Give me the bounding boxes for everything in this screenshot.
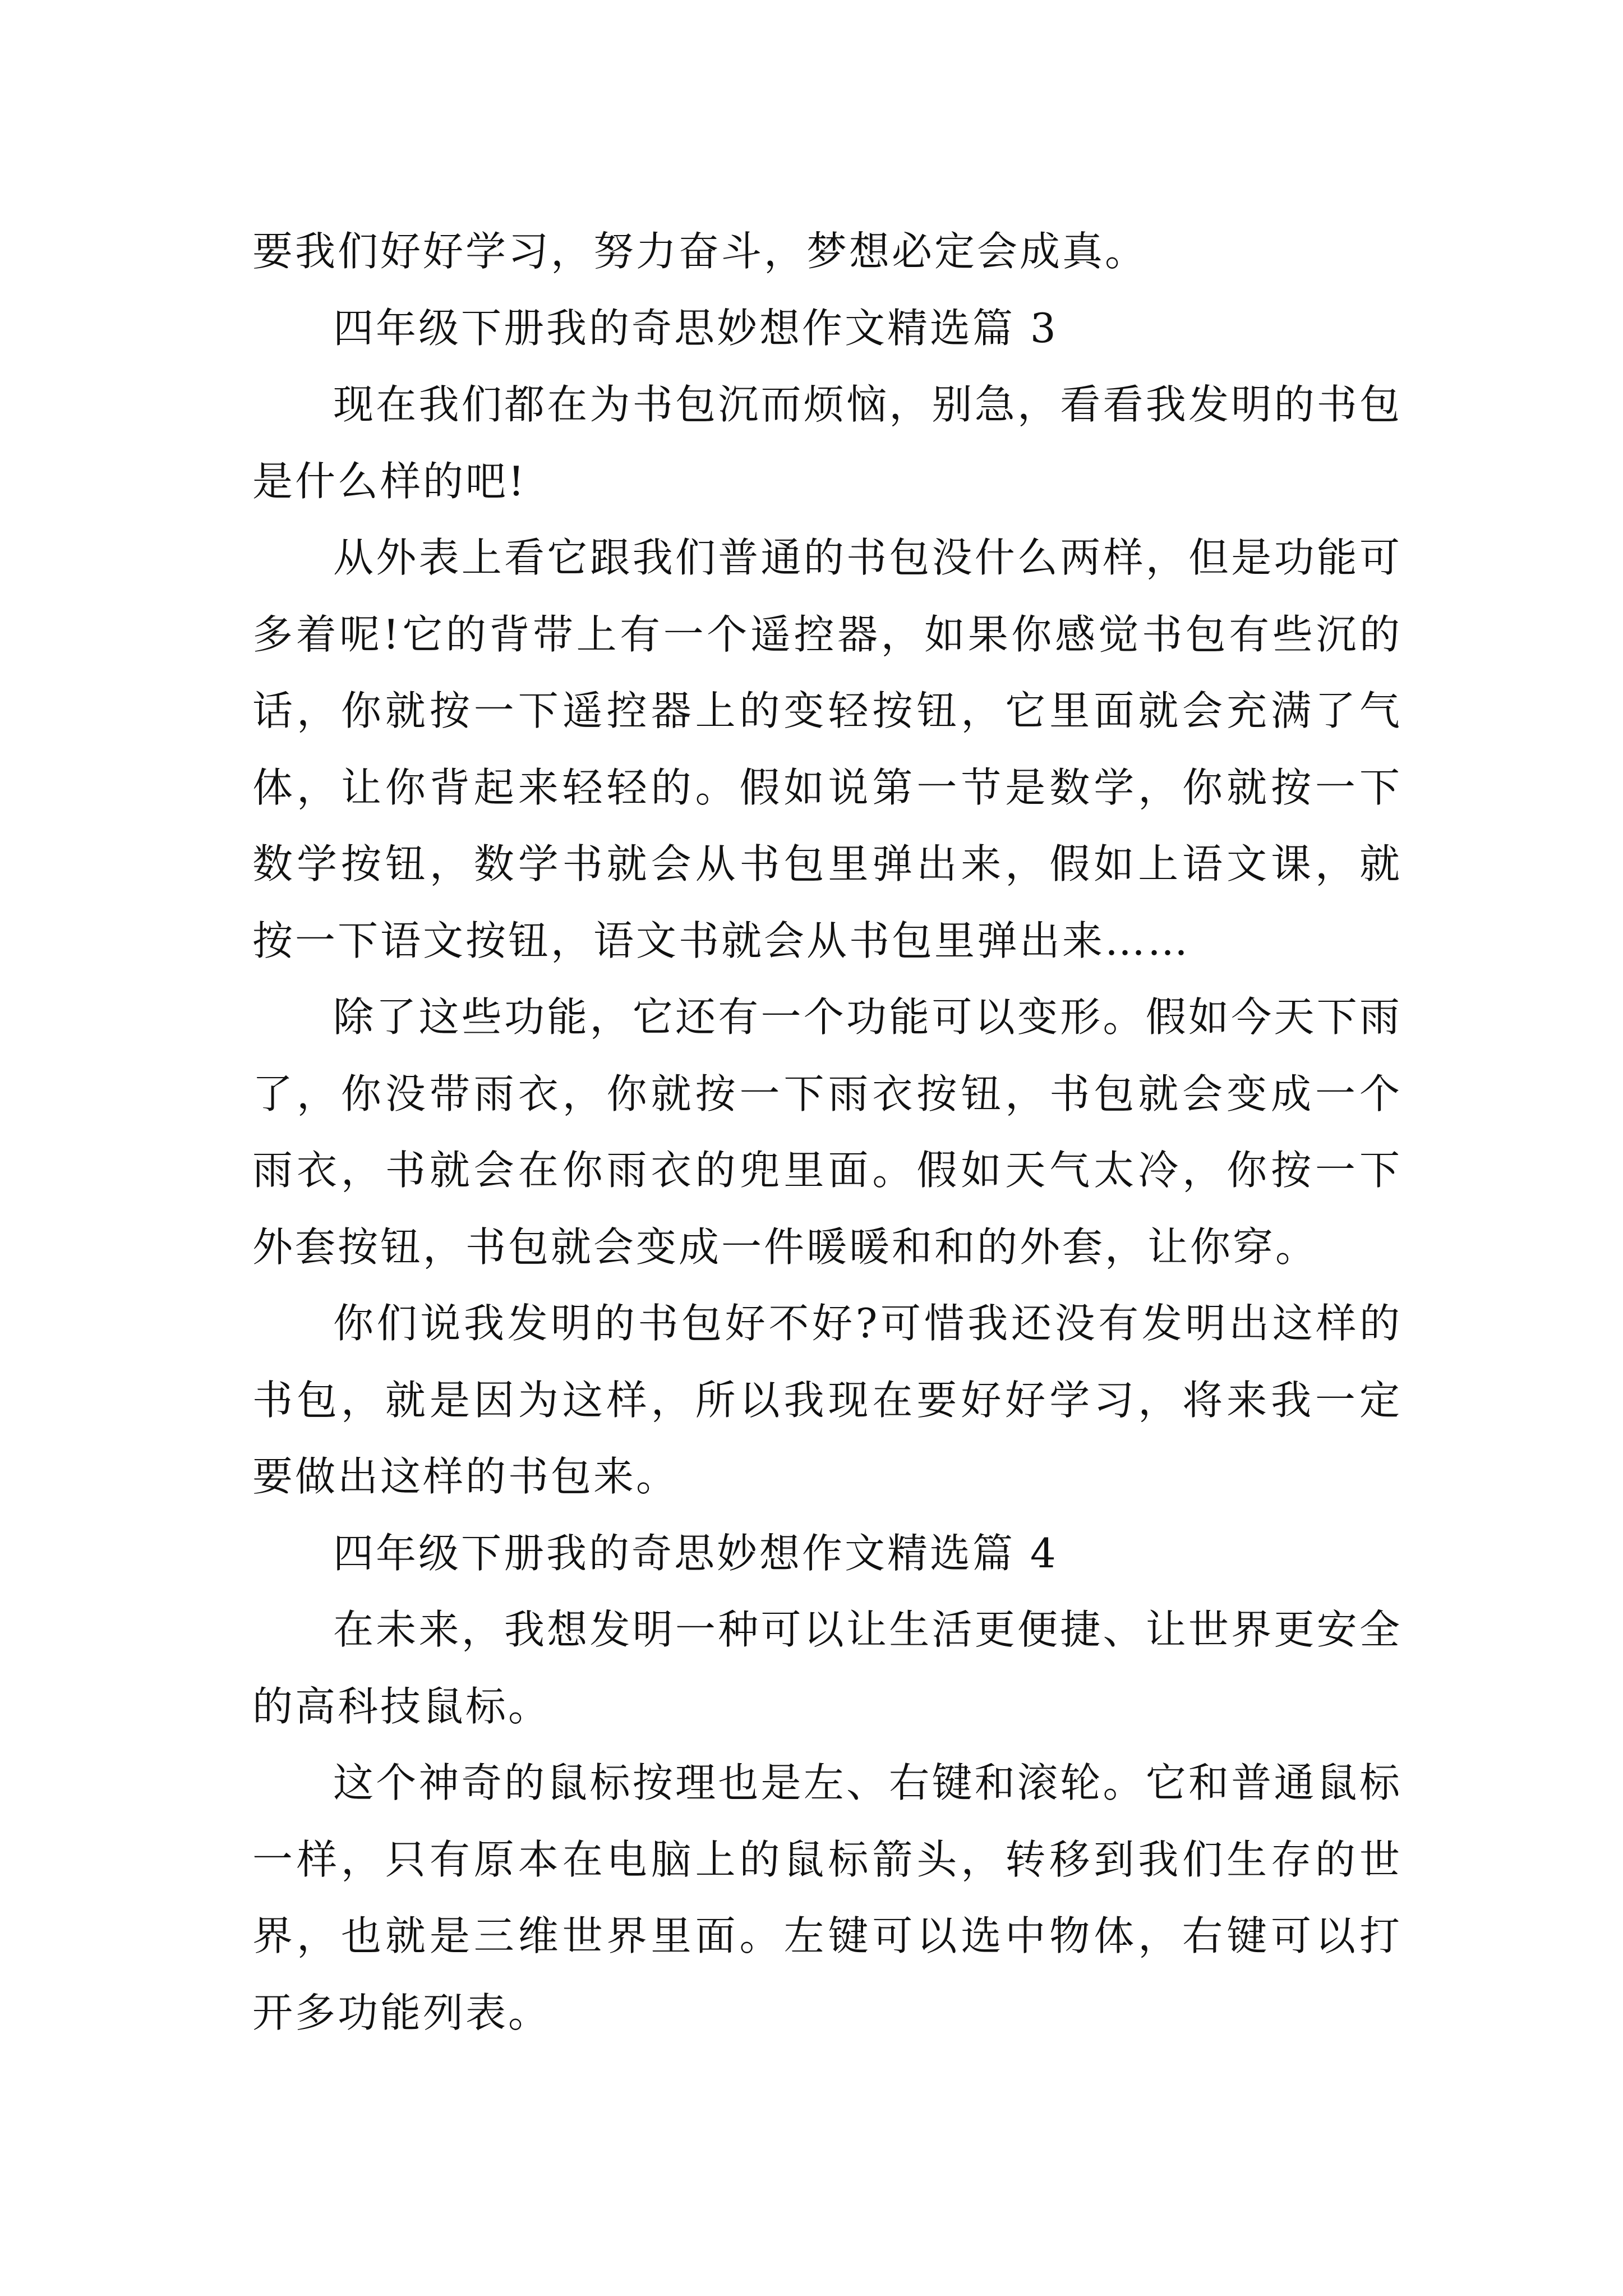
paragraph: 你们说我发明的书包好不好?可惜我还没有发明出这样的书包，就是因为这样，所以我现在要好好学习，将来我一定要做出这样的书包来。 xyxy=(252,1300,1402,1500)
section-heading-3: 四年级下册我的奇思妙想作文精选篇 3 xyxy=(333,304,1058,352)
paragraph: 现在我们都在为书包沉而烦恼，别急，看看我发明的书包是什么样的吧! xyxy=(252,381,1402,505)
section-heading-4: 四年级下册我的奇思妙想作文精选篇 4 xyxy=(333,1529,1058,1577)
paragraph: 在未来，我想发明一种可以让生活更便捷、让世界更安全的高科技鼠标。 xyxy=(252,1606,1402,1730)
paragraph: 这个神奇的鼠标按理也是左、右键和滚轮。它和普通鼠标一样，只有原本在电脑上的鼠标箭头，转移到我们生存的世界，也就是三维世界里面。左键可以选中物体，右键可以打开多功能列表。 xyxy=(252,1759,1402,2036)
document-body xyxy=(252,213,1402,2051)
paragraph-continuation: 要我们好好学习，努力奋斗，梦想必定会成真。 xyxy=(252,228,1148,275)
paragraph: 除了这些功能，它还有一个功能可以变形。假如今天下雨了，你没带雨衣，你就按一下雨衣按钮，书包就会变成一个雨衣，书就会在你雨衣的兜里面。假如天气太冷，你按一下外套按钮，书包就会变成一件暖暖和和的外套，让你穿。 xyxy=(252,993,1402,1271)
paragraph: 从外表上看它跟我们普通的书包没什么两样，但是功能可多着呢!它的背带上有一个遥控器，如果你感觉书包有些沉的话，你就按一下遥控器上的变轻按钮，它里面就会充满了气体，让你背起来轻轻的。假如说第一节是数学，你就按一下数学按钮，数学书就会从书包里弹出来，假如上语文课，就按一下语文按钮，语文书就会从书包里弹出来…… xyxy=(252,534,1402,964)
